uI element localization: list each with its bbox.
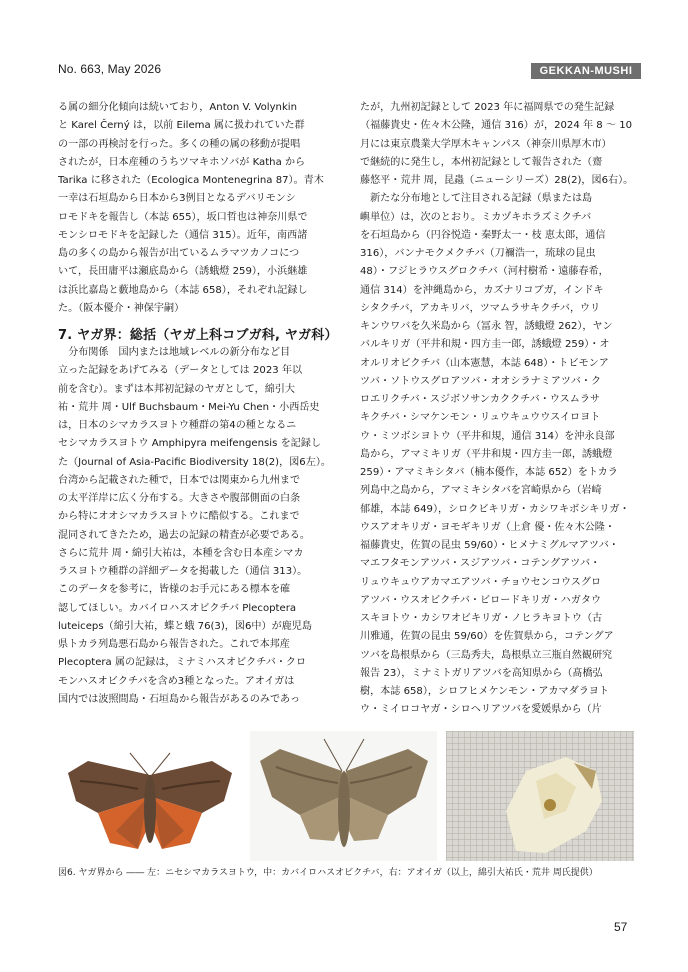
text-line: 台湾から記載された種で，日本では関東から九州まで — [58, 474, 301, 486]
text-line: アツバ・ウスオビクチバ・ビロードキリガ・ハガタウ — [360, 594, 602, 606]
text-line: モンハスオビクチバを含め3種となった。アオイガは — [58, 675, 295, 687]
text-line: 48）・フジヒラウスグロクチバ（河村樹希・遠藤春希， — [360, 266, 609, 278]
issue-number: No. 663, May 2026 — [58, 62, 162, 76]
text-line: は浜比嘉島と藪地島から（本誌 658），それぞれ記録し — [58, 284, 308, 296]
text-line: リュウキュウアカマエアツバ・チョウセンコウスグロ — [360, 576, 602, 588]
moth-photo-center-icon — [250, 731, 437, 861]
text-line: いて，長田庸平は瀬底島から（誘蛾燈 259），小浜継雄 — [58, 266, 308, 278]
text-line: で継続的に発生し，本州初記録として報告された（齋 — [360, 156, 603, 168]
text-line: 県トカラ列島悪石島から報告された。これで本邦産 — [58, 639, 290, 650]
text-line: 前を含む）。まずは本邦初記録のヤガとして，綿引大 — [58, 383, 295, 395]
figure-photo-right — [446, 731, 634, 861]
text-line: オルリオビクチバ（山本憲慧，本誌 648）・トビモンア — [360, 357, 609, 369]
text-line: の一部の再検討を行った。多くの種の属の移動が提唱 — [58, 138, 301, 150]
text-line: 316），バンナモクメクチバ（刀禰浩一，琉球の昆虫 — [360, 248, 596, 259]
text-line: 国内では波照間島・石垣島から報告があるのみであっ — [58, 693, 301, 705]
page-number: 57 — [614, 920, 628, 934]
figure-caption: 図6. ヤガ界から ―― 左：ニセシマカラスヨトウ，中：カバイロハスオビクチバ，右：アオイガ（以上，綿引大祐氏・荒井 周氏提供） — [58, 868, 598, 878]
text-line: バルキリガ（平井和規・四方圭一郎，誘蛾燈 259）・オ — [360, 339, 610, 351]
text-line: は，日本のシマカラスヨトウ種群の第4の種となるニ — [58, 420, 297, 431]
text-line: 分布関係 国内または地域レベルの新分布など目 — [58, 347, 291, 358]
text-line: る属の細分化傾向は続いており，Anton V. Volynkin — [58, 102, 297, 113]
text-line: 嶼単位）は，次のとおり。ミカヅキホラズミクチバ — [360, 211, 592, 223]
text-line: シタクチバ，アカキリバ，ツマムラサキクチバ，ウリ — [360, 302, 601, 314]
text-line: 藤悠平・荒井 周，昆蟲（ニューシリーズ）28(2)，図6右）。 — [360, 175, 634, 186]
text-line: と Karel Černý は，以前 Eilema 属に扱われていた群 — [58, 120, 305, 132]
text-line: の太平洋岸に広く分布する。大きさや腹部側面の白条 — [58, 493, 301, 504]
text-line: ツバ・ソトウスグロアツバ・オオシラナミアツバ・ク — [360, 375, 602, 387]
text-line: されたが，日本産種のうちツマキホソバが Katha から — [58, 156, 306, 168]
text-line: 新たな分布地として注目される記録（県または島 — [360, 193, 593, 205]
figure-photo-center — [250, 731, 437, 861]
text-line: 月には東京農業大学厚木キャンパス（神奈川県厚木市） — [360, 138, 612, 150]
text-line: ツバを島根県から（三島秀夫，島根県立三瓶自然観研究 — [360, 649, 613, 661]
text-line: を石垣島から（円谷悦造・秦野太一・枝 恵太郎，通信 — [360, 229, 606, 241]
journal-title-badge: GEKKAN-MUSHI — [531, 63, 641, 79]
figure-photo-left — [58, 731, 242, 861]
section-heading: 7. ヤガ界：総括（ヤガ上科コブガ科, ヤガ科） — [58, 328, 338, 343]
text-line: 混同されてきたため，過去の記録の精査が必要である。 — [58, 529, 310, 541]
text-line: 郁雄，本誌 649），シロクビキリガ・カシワキボシキリガ・ — [360, 503, 630, 515]
moth-photo-right-icon — [446, 731, 634, 861]
text-line: 福藤貴史，佐賀の昆虫 59/60）・ヒメナミグルマアツバ・ — [360, 540, 619, 551]
text-line: た（Journal of Asia-Pacific Biodiversity 18(2)，図6左）。 — [58, 456, 331, 468]
text-line: 通信 314）を沖縄島から，カズナリコブガ，インドキ — [360, 284, 604, 296]
text-line: 樹，本誌 658），シロフヒメケンモン・アカマダラヨト — [360, 686, 609, 697]
text-line: 祐・荒井 周・Ulf Buchsbaum・Mei-Yu Chen・小西岳史 — [58, 401, 320, 413]
text-line: モンシロモドキを記録した（通信 315）。近年，南西諸 — [58, 229, 308, 241]
right-column-text — [360, 99, 638, 720]
text-line: キクチバ・シマケンモン・リュウキュウウスイロヨト — [360, 412, 601, 424]
left-column-bottom-text — [58, 344, 336, 709]
text-line: Tarika に移された（Ecologica Montenegrina 87）。青木 — [58, 175, 324, 186]
text-line: から特にオオシマカラスヨトウに酷似する。これまで — [58, 511, 300, 523]
moth-photo-left-icon — [58, 731, 242, 861]
text-line: 一幸は石垣島から日本から3例目となるデバリモンシ — [58, 193, 296, 205]
text-line: Plecoptera 属の記録は，ミナミハスオビクチバ・クロ — [58, 657, 307, 669]
text-line: 報告 23），ミナミトガリアツバを高知県から（髙橋弘 — [360, 667, 603, 679]
text-line: 259）・アマミキシタバ（楠本優作，本誌 652）をトカラ — [360, 467, 618, 478]
text-line: ウ・ミイロコヤガ・シロヘリアツバを愛媛県から（片 — [360, 704, 602, 716]
text-line: ウスアオキリガ・ヨモギキリガ（上倉 優・佐々木公隆・ — [360, 521, 615, 533]
text-line: （福藤貴史・佐々木公隆，通信 316）が，2024 年 8 ～ 10 — [360, 120, 633, 132]
text-line: た。（阪本優介・神保宇嗣） — [58, 302, 185, 314]
text-line: たが，九州初記録として 2023 年に福岡県での発生記録 — [360, 102, 615, 113]
text-line: 島から，アマミキリガ（平井和規・四方圭一郎，誘蛾燈 — [360, 448, 613, 460]
text-line: セシマカラスヨトウ Amphipyra meifengensis を記録し — [58, 438, 321, 450]
text-line: 認してほしい。カバイロハスオビクチバ Plecoptera — [58, 602, 297, 614]
text-line: さらに荒井 周・綿引大祐は，本種を含む日本産シマカ — [58, 547, 304, 559]
left-column-top-text — [58, 99, 336, 318]
text-line: 列島中之島から，アマミキシタバを宮崎県から（岩崎 — [360, 485, 602, 497]
text-line: ウ・ミツボシヨトウ（平井和規，通信 314）を沖永良部 — [360, 430, 615, 442]
text-line: ロモドキを報告し（本誌 655），坂口哲也は神奈川県で — [58, 211, 308, 223]
text-line: マエフタモンアツバ・スジアツバ・コテングアツバ・ — [360, 558, 601, 570]
text-line: 島の多くの島から報告が出ているムラマツカノコにつ — [58, 248, 300, 259]
text-line: luteiceps（綿引大祐，蝶と蛾 76(3)，図6中）が鹿児島 — [58, 620, 312, 632]
text-line: ラスヨトウ種群の詳細データを掲載した（通信 313）。 — [58, 566, 308, 577]
text-line: キンウワバを久米島から（冨永 智，誘蛾燈 262），ヤン — [360, 321, 613, 332]
text-line: 川雅通，佐賀の昆虫 59/60）を佐賀県から，コテングア — [360, 631, 614, 643]
text-line: 立った記録をあげてみる（データとしては 2023 年以 — [58, 365, 303, 377]
text-line: スキヨトウ・カシワオビキリガ・ノヒラキヨトウ（古 — [360, 613, 603, 624]
text-line: このデータを参考に，皆様のお手元にある標本を確 — [58, 584, 291, 596]
text-line: ロエリクチバ・スジボソサンカククチバ・ウスムラサ — [360, 394, 601, 405]
